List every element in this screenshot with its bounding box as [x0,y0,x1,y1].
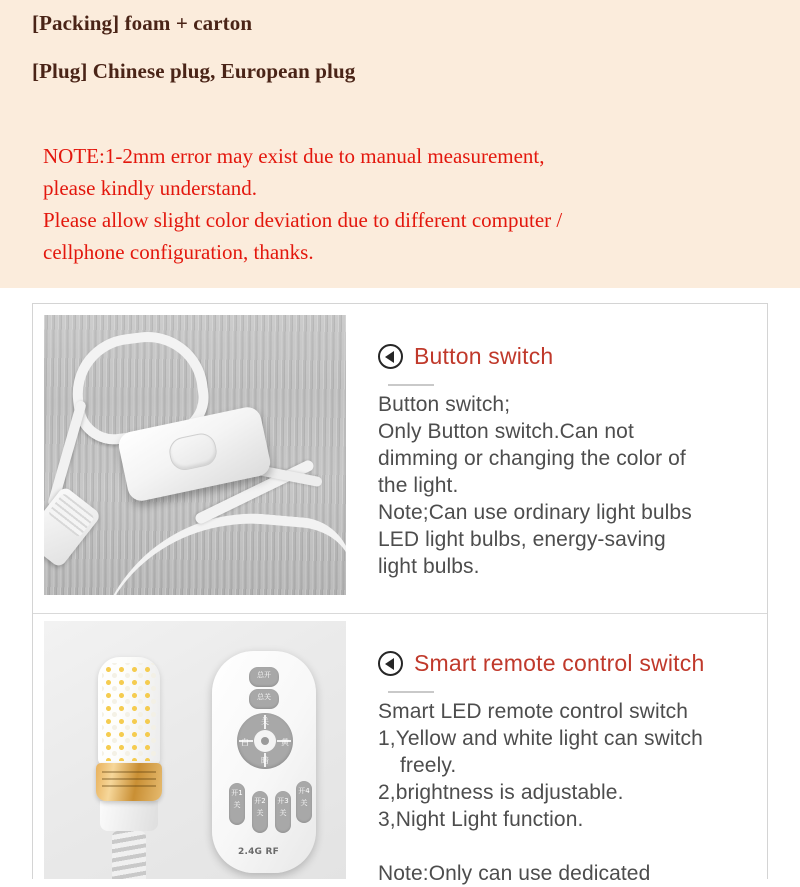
description-line: Note:Only can use dedicated [378,862,651,885]
plug-shape [44,485,102,568]
feature-title: Button switch [414,343,554,369]
smart-remote-photo [44,621,346,879]
dial-label-yellow: 黄 [281,738,289,747]
bulb-screw-thread [112,831,146,879]
remote-rf-label: 2.4G RF [238,847,279,857]
product-image-smart-remote [44,621,346,879]
remote-channel-1: 开1关 [229,783,245,825]
description-line: light bulbs. [378,555,480,578]
bulb-gold-collar [96,763,162,801]
spec-line-packing: [Packing] foam + carton [32,11,253,35]
remote-channel-4: 开4关 [296,781,312,823]
remote-button-master-on: 总开 [249,667,279,687]
bulb-led-array [102,663,156,761]
note-block [43,140,753,268]
description-line: Smart LED remote control switch [378,700,689,723]
description-line: Button switch; [378,393,511,416]
button-switch-photo [44,315,346,595]
feature-row-smart-remote [33,614,767,885]
remote-channel-2: 开2关 [252,791,268,833]
bulb-base-shape [100,801,158,831]
note-line-1: NOTE:1-2mm error may exist due to manual measurement, [43,144,545,168]
feature-heading-button-switch [378,343,767,370]
feature-card [32,303,768,885]
note-line-2: please kindly understand. [43,176,258,200]
description-line: dimming or changing the color of [378,447,686,470]
description-line: 3,Night Light function. [378,808,584,831]
note-line-3: Please allow slight color deviation due to different computer / [43,208,563,232]
description-line: the light. [378,474,459,497]
description-line: Note;Can use ordinary light bulbs [378,501,692,524]
back-circle-icon [378,651,403,676]
led-bulb-graphic [84,657,196,879]
dial-center-hub [254,730,276,752]
description-line: LED light bulbs, energy-saving [378,528,666,551]
description-line: freely. [400,754,457,777]
dial-label-off: 关 [261,717,269,726]
remote-dial [237,713,293,769]
dial-label-dim: 暗 [261,756,269,765]
remote-channel-3: 开3关 [275,791,291,833]
description-spacer [378,833,767,860]
product-image-button-switch [44,315,346,595]
description-line: 2,brightness is adjustable. [378,781,624,804]
description-line: 1,Yellow and white light can switch [378,727,703,750]
description-line: Only Button switch.Can not [378,420,634,443]
feature-description-smart-remote [378,698,767,887]
remote-control-graphic [212,651,316,873]
feature-title: Smart remote control switch [414,650,705,676]
specification-header [0,0,800,288]
feature-heading-smart-remote [378,650,767,677]
spec-line-plug: [Plug] Chinese plug, European plug [32,59,356,83]
title-underline-rule [388,384,434,386]
remote-button-master-off: 总关 [249,689,279,709]
feature-description-button-switch [378,391,767,580]
bulb-glass-shape [98,657,160,765]
feature-row-button-switch [33,304,767,614]
note-line-4: cellphone configuration, thanks. [43,240,314,264]
rocker-button-shape [167,431,220,473]
dial-label-white: 白 [241,738,249,747]
feature-text-smart-remote [346,621,767,887]
back-circle-icon [378,344,403,369]
title-underline-rule [388,691,434,693]
feature-text-button-switch [346,315,767,580]
